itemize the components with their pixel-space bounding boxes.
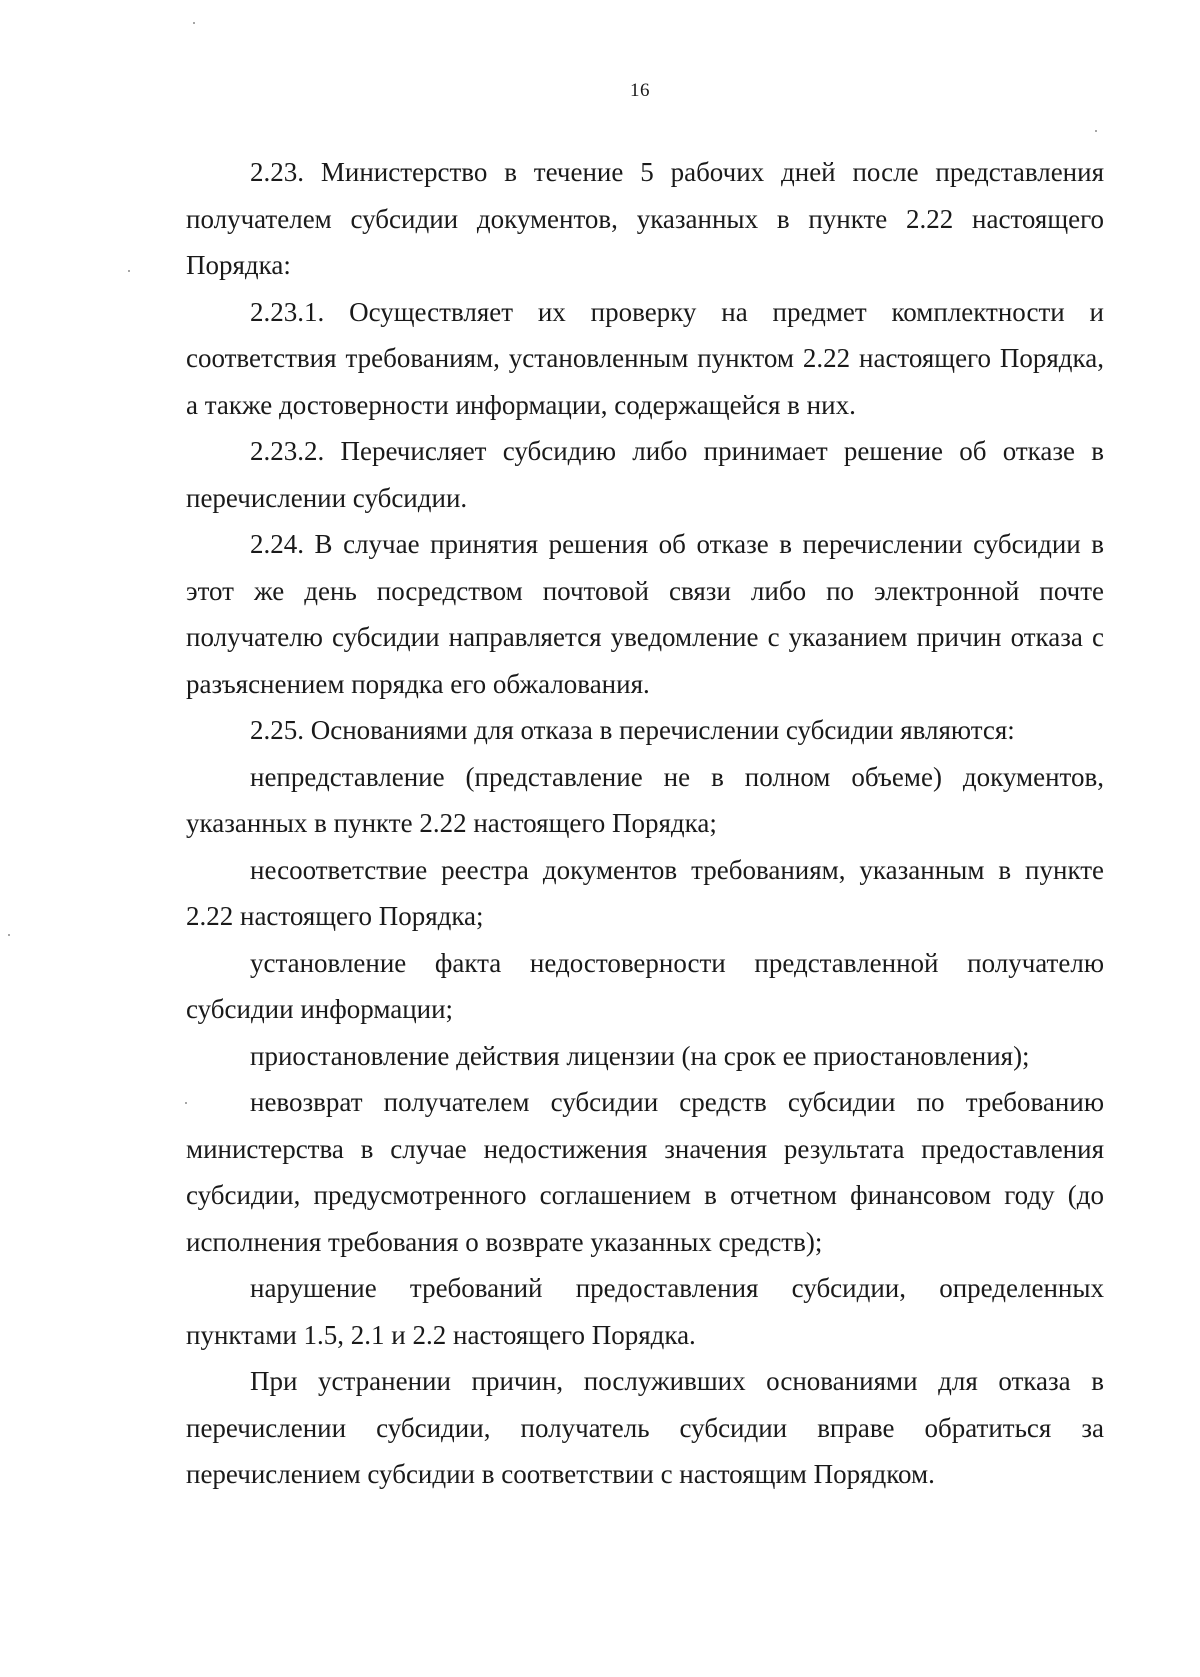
paragraph-final: При устранении причин, послуживших основаниями для отказа в перечислении субсидии, получатель субсидии вправе обратиться за перечислением субсидии в соответствии с настоящим Порядком. bbox=[186, 1366, 1104, 1489]
page-number: 16 bbox=[630, 80, 650, 101]
scan-speck bbox=[185, 1102, 187, 1104]
paragraph-2-23-2: 2.23.2. Перечисляет субсидию либо принимает решение об отказе в перечислении субсидии. bbox=[186, 436, 1104, 513]
refusal-reason-4: приостановление действия лицензии (на срок ее приостановления); bbox=[250, 1040, 1030, 1071]
scan-speck bbox=[128, 270, 130, 272]
refusal-reason-6: нарушение требований предоставления субсидии, определенных пунктами 1.5, 2.1 и 2.2 настоящего Порядка. bbox=[186, 1273, 1104, 1350]
refusal-reason-2: несоответствие реестра документов требованиям, указанным в пункте 2.22 настоящего Порядка; bbox=[186, 854, 1104, 931]
paragraph-2-24: 2.24. В случае принятия решения об отказе в перечислении субсидии в этот же день посредством почтовой связи либо по электронной почте получателю субсидии направляется уведомление с указанием причин отказа с разъяснением порядка его обжалования. bbox=[186, 529, 1104, 699]
paragraph-2-23-1: 2.23.1. Осуществляет их проверку на предмет комплектности и соответствия требованиям, установленным пунктом 2.22 настоящего Порядка, а также достоверности информации, содержащейся в них. bbox=[186, 296, 1104, 420]
refusal-reason-3: установление факта недостоверности представленной получателю субсидии информации; bbox=[186, 947, 1104, 1024]
paragraph-2-23: 2.23. Министерство в течение 5 рабочих дней после представления получателем субсидии документов, указанных в пункте 2.22 настоящего Порядка: bbox=[186, 157, 1104, 280]
refusal-reason-1: непредставление (представление не в полном объеме) документов, указанных в пункте 2.22 настоящего Порядка; bbox=[186, 761, 1104, 838]
scan-speck bbox=[8, 934, 10, 936]
document-body bbox=[186, 149, 1104, 1498]
refusal-reason-5: невозврат получателем субсидии средств субсидии по требованию министерства в случае недостижения значения результата предоставления субсидии, предусмотренного соглашением в отчетном финансовом году (до исполнения требования о возврате указанных средств); bbox=[186, 1087, 1104, 1257]
scan-speck bbox=[1095, 130, 1097, 132]
scan-speck bbox=[193, 22, 195, 24]
paragraph-2-25: 2.25. Основаниями для отказа в перечислении субсидии являются: bbox=[250, 715, 1015, 745]
